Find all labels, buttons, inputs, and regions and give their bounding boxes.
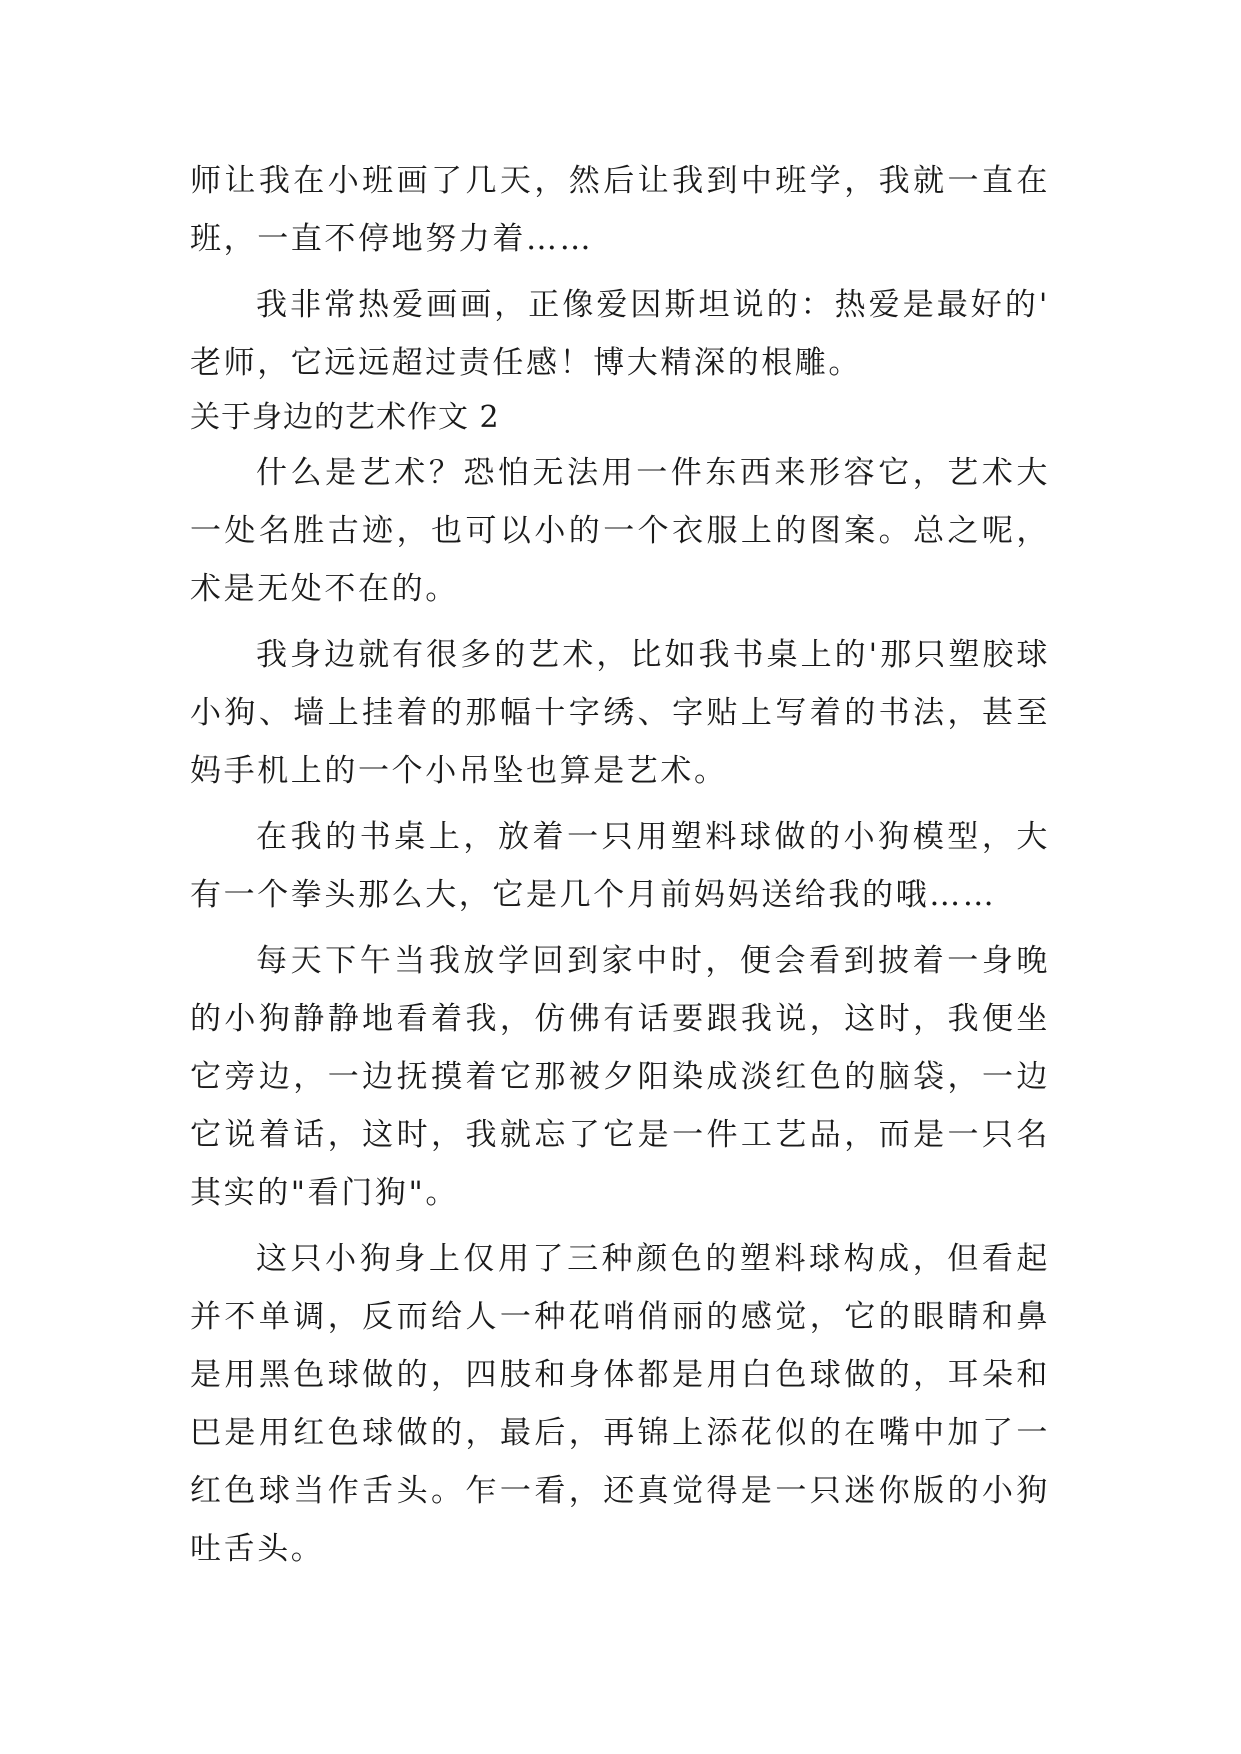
paragraph bbox=[190, 1230, 1050, 1578]
text-line: 它说着话，这时，我就忘了它是一件工艺品，而是一只名 bbox=[190, 1117, 1050, 1153]
text-line: 每天下午当我放学回到家中时，便会看到披着一身晚 bbox=[256, 943, 1050, 979]
paragraph bbox=[190, 808, 1050, 924]
text-line: 老师，它远远超过责任感！博大精深的根雕。 bbox=[190, 345, 862, 381]
paragraph bbox=[190, 444, 1050, 618]
text-line: 这只小狗身上仅用了三种颜色的塑料球构成，但看起 bbox=[256, 1241, 1050, 1277]
text-line: 是用黑色球做的，四肢和身体都是用白色球做的，耳朵和 bbox=[190, 1357, 1050, 1393]
text-line: 吐舌头。 bbox=[190, 1531, 325, 1567]
text-line: 有一个拳头那么大，它是几个月前妈妈送给我的哦…… bbox=[190, 877, 997, 913]
text-line: 的小狗静静地看着我，仿佛有话要跟我说，这时，我便坐 bbox=[190, 1001, 1050, 1037]
text-line: 小狗、墙上挂着的那幅十字绣、字贴上写着的书法，甚至 bbox=[190, 695, 1050, 731]
paragraph bbox=[190, 152, 1050, 268]
text-line: 红色球当作舌头。乍一看，还真觉得是一只迷你版的小狗 bbox=[190, 1473, 1050, 1509]
paragraph bbox=[190, 932, 1050, 1222]
text-line: 妈手机上的一个小吊坠也算是艺术。 bbox=[190, 753, 728, 789]
text-line: 并不单调，反而给人一种花哨俏丽的感觉，它的眼睛和鼻 bbox=[190, 1299, 1050, 1335]
text-line: 巴是用红色球做的，最后，再锦上添花似的在嘴中加了一 bbox=[190, 1415, 1050, 1451]
section-heading: 关于身边的艺术作文 2 bbox=[190, 400, 500, 435]
paragraph bbox=[190, 626, 1050, 800]
text-line: 在我的书桌上，放着一只用塑料球做的小狗模型，大 bbox=[256, 819, 1050, 855]
text-line: 什么是艺术？恐怕无法用一件东西来形容它，艺术大 bbox=[256, 455, 1050, 491]
text-line: 我非常热爱画画，正像爱因斯坦说的：热爱是最好的' bbox=[256, 287, 1050, 323]
text-line: 一处名胜古迹，也可以小的一个衣服上的图案。总之呢， bbox=[190, 513, 1050, 549]
document-body bbox=[190, 152, 1050, 1578]
text-line: 班，一直不停地努力着…… bbox=[190, 221, 594, 257]
text-line: 术是无处不在的。 bbox=[190, 571, 459, 607]
text-line: 我身边就有很多的艺术，比如我书桌上的'那只塑胶球 bbox=[256, 637, 1050, 673]
text-line: 师让我在小班画了几天，然后让我到中班学，我就一直在 bbox=[190, 163, 1050, 199]
text-line: 其实的"看门狗"。 bbox=[190, 1175, 459, 1211]
paragraph bbox=[190, 276, 1050, 392]
text-line: 它旁边，一边抚摸着它那被夕阳染成淡红色的脑袋，一边 bbox=[190, 1059, 1050, 1095]
